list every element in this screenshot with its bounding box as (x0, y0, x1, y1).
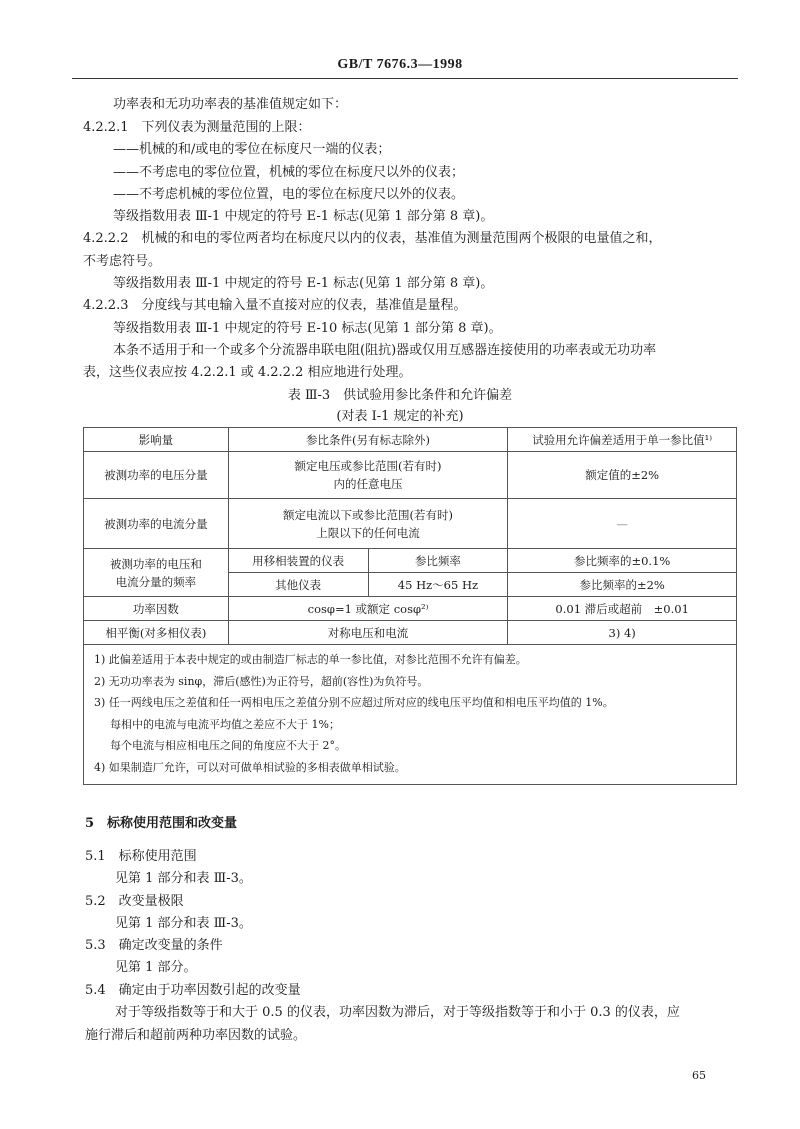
table-row (84, 499, 737, 549)
row-phase-balance-factor: 相平衡(对多相仪表) (84, 621, 229, 645)
row-voltage-factor: 被测功率的电压分量 (84, 452, 229, 499)
row-frequency-factor-line1: 被测功率的电压和 (109, 556, 202, 571)
row-current-condition-line2: 上限以下的任何电流 (316, 525, 420, 540)
footnote-3-cont-b: 每个电流与相应相电压之间的角度应不大于 2°。 (110, 739, 346, 752)
paragraph-scope: 本条不适用于和一个或多个分流器串联电阻(阻抗)器或仅用互感器连接使用的功率表或无功功率 (113, 343, 657, 358)
row-voltage-condition-line2: 内的任意电压 (333, 477, 403, 491)
footnote-2: 2) 无功功率表为 sinφ，滞后(感性)为正符号，超前(容性)为负符号。 (94, 674, 429, 688)
section-5-4-body-cont: 施行滞后和超前两种功率因数的试验。 (85, 1028, 307, 1043)
section-5-1-heading: 5.1 标称使用范围 (85, 849, 197, 864)
section-5-4-heading: 5.4 确定由于功率因数引起的改变量 (85, 983, 301, 998)
table-title: 表 Ⅲ-3 供试验用参比条件和允许偏差 (287, 388, 513, 403)
paragraph-intro: 功率表和无功功率表的基准值规定如下： (113, 97, 348, 112)
paragraph-class-index-2: 等级指数用表 Ⅲ-1 中规定的符号 E-1 标志(见第 1 部分第 8 章)。 (113, 276, 494, 291)
footnote-4: 4) 如果制造厂允许，可以对可做单相试验的多相表做单相试验。 (94, 760, 406, 774)
table-footnotes (84, 645, 737, 785)
table-footnotes-row (84, 645, 737, 785)
table-header-row (84, 428, 737, 452)
paragraph-class-index-3: 等级指数用表 Ⅲ-1 中规定的符号 E-10 标志(见第 1 部分第 8 章)。 (113, 321, 502, 336)
section-5-2-body: 见第 1 部分和表 Ⅲ-3。 (115, 916, 252, 931)
paragraph-class-index-1: 等级指数用表 Ⅲ-1 中规定的符号 E-1 标志(见第 1 部分第 8 章)。 (113, 209, 494, 224)
table-row (84, 597, 737, 621)
row-power-factor-condition: cosφ=1 或额定 cosφ²⁾ (228, 597, 508, 621)
row-frequency-sub1-value: 参比频率 (368, 549, 508, 573)
section-5-1-body: 见第 1 部分和表 Ⅲ-3。 (115, 871, 252, 886)
row-current-condition (228, 499, 508, 549)
section-5-3-heading: 5.3 确定改变量的条件 (85, 938, 223, 953)
section-5-4-body: 对于等级指数等于和大于 0.5 的仪表，功率因数为滞后，对于等级指数等于和小于 0.3 的仪表，应 (115, 1005, 680, 1020)
clause-4-2-2-1: 4.2.2.1 下列仪表为测量范围的上限： (83, 120, 311, 135)
list-item-dash-2: ——不考虑电的零位位置，机械的零位在标度尺以外的仪表； (113, 165, 465, 180)
section-5-2-heading: 5.2 改变量极限 (85, 894, 184, 909)
row-current-condition-line1: 额定电流以下或参比范围(若有时) (283, 507, 454, 522)
row-frequency-factor (84, 549, 229, 597)
row-phase-balance-tolerance: 3) 4) (508, 621, 737, 645)
footnote-3-cont-a: 每相中的电流与电流平均值之差应不大于 1%； (110, 717, 340, 731)
page-number: 65 (692, 1069, 706, 1082)
reference-conditions-table (83, 427, 737, 785)
row-frequency-sub2-label: 其他仪表 (228, 573, 368, 597)
row-frequency-factor-line2: 电流分量的频率 (115, 574, 197, 589)
row-frequency-sub1-label: 用移相装置的仪表 (228, 549, 368, 573)
row-frequency-sub2-tolerance: 参比频率的±2% (508, 573, 737, 597)
table-subtitle: (对表 Ⅰ-1 规定的补充) (336, 409, 464, 424)
list-item-dash-1: ——机械的和/或电的零位在标度尺一端的仪表； (113, 142, 391, 157)
row-voltage-tolerance: 额定值的±2% (508, 452, 737, 499)
section-5-3-body: 见第 1 部分。 (115, 960, 197, 975)
clause-4-2-2-3: 4.2.2.3 分度线与其电输入量不直接对应的仪表，基准值是量程。 (83, 298, 467, 313)
table-row (84, 621, 737, 645)
row-current-factor: 被测功率的电流分量 (84, 499, 229, 549)
row-current-tolerance: — (508, 499, 737, 549)
paragraph-scope-cont: 表，这些仪表应按 4.2.2.1 或 4.2.2.2 相应地进行处理。 (83, 365, 412, 380)
table-row (84, 452, 737, 499)
header-rule (72, 78, 738, 79)
table-row (84, 549, 737, 573)
clause-4-2-2-2: 4.2.2.2 机械的和电的零位两者均在标度尺以内的仪表，基准值为测量范围两个极限的电量值之和， (83, 231, 662, 246)
row-frequency-sub2-value: 45 Hz～65 Hz (368, 573, 508, 597)
footnote-3: 3) 任一两线电压之差值和任一两相电压之差值分别不应超过所对应的线电压平均值和相电压平均值的 1%。 (94, 696, 614, 709)
header-permitted-tolerance: 试验用允许偏差适用于单一参比值¹⁾ (508, 428, 737, 452)
row-power-factor: 功率因数 (84, 597, 229, 621)
list-item-dash-3: ——不考虑机械的零位位置，电的零位在标度尺以外的仪表。 (113, 187, 465, 202)
standard-code-header: GB/T 7676.3—1998 (337, 57, 463, 72)
section-5-heading: 5 标称使用范围和改变量 (85, 816, 238, 831)
header-reference-condition: 参比条件(另有标志除外) (228, 428, 508, 452)
row-phase-balance-condition: 对称电压和电流 (228, 621, 508, 645)
footnote-1: 1) 此偏差适用于本表中规定的或由制造厂标志的单一参比值，对参比范围不允许有偏差。 (94, 653, 527, 666)
header-influence-quantity: 影响量 (84, 428, 229, 452)
row-voltage-condition (228, 452, 508, 499)
row-power-factor-tolerance: 0.01 滞后或超前 ±0.01 (508, 597, 737, 621)
row-frequency-sub1-tolerance: 参比频率的±0.1% (508, 549, 737, 573)
row-voltage-condition-line1: 额定电压或参比范围(若有时) (294, 459, 442, 473)
clause-4-2-2-2-cont: 不考虑符号。 (83, 254, 162, 269)
